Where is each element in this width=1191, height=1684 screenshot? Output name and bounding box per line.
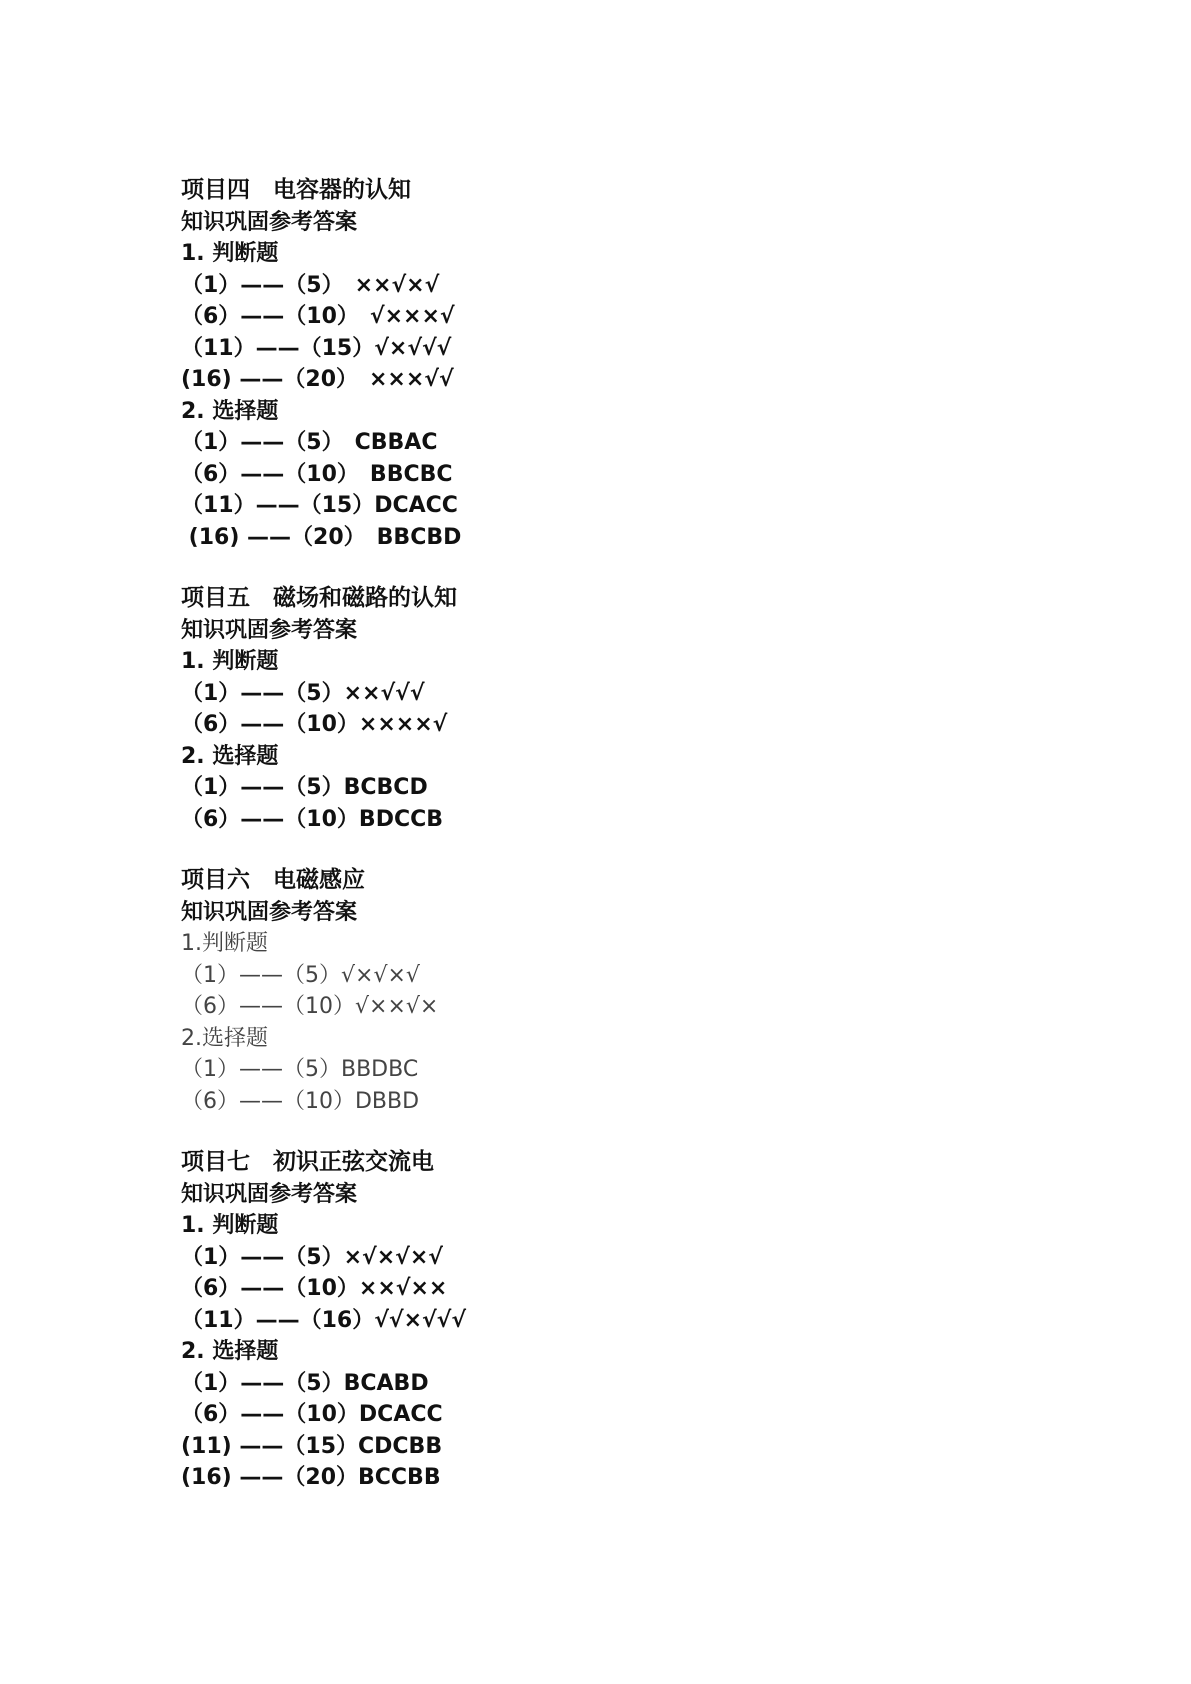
judge-heading: 1. 判断题 [181,1213,279,1238]
section-project-6 [181,865,881,1117]
choice-answer-line: （11）——（15）DCACC [181,493,458,518]
section-project-5 [181,583,881,835]
choice-heading: 2. 选择题 [181,743,279,769]
choice-heading: 2.选择题 [181,1025,268,1051]
judge-answer-line: (16) ——（20） ×××√√ [181,367,454,392]
choice-answer-line: (16) ——（20） BBCBD [181,524,462,550]
choice-answer-line: （1）——（5）BCABD [181,1370,429,1396]
judge-answer-line: （11）——（15）√×√√√ [181,335,452,361]
judge-answer-line: （6）——（10） √×××√ [181,304,455,329]
choice-heading: 2. 选择题 [181,1339,279,1364]
choice-answer-line: （6）——（10） BBCBC [181,461,453,487]
judge-answer-line: （6）——（10）××√×× [181,1276,448,1301]
section-title: 项目六 电磁感应 [181,867,365,893]
choice-answer-line: (11) ——（15）CDCBB [181,1433,443,1459]
judge-heading: 1. 判断题 [181,649,279,674]
judge-answer-line: （11）——（16）√√×√√√ [181,1307,467,1333]
section-project-7 [181,1147,881,1494]
choice-answer-line: （1）——（5） CBBAC [181,430,438,455]
judge-answer-line: （6）——（10）××××√ [181,712,448,737]
judge-heading: 1.判断题 [181,931,268,956]
section-project-4 [181,175,881,553]
section-title: 项目四 电容器的认知 [181,177,411,203]
judge-answer-line: （1）——（5）××√√√ [181,680,425,706]
judge-answer-line: （1）——（5） ××√×√ [181,272,440,298]
section-subtitle: 知识巩固参考答案 [181,617,358,643]
choice-answer-line: （1）——（5）BCBCD [181,775,428,800]
choice-answer-line: （6）——（10）BDCCB [181,806,444,832]
choice-heading: 2. 选择题 [181,398,279,424]
judge-answer-line: （6）——（10）√××√× [181,994,439,1019]
choice-answer-line: （6）——（10）DBBD [181,1088,420,1114]
judge-answer-line: （1）——（5）√×√×√ [181,962,420,988]
section-subtitle: 知识巩固参考答案 [181,899,358,925]
section-title: 项目五 磁场和磁路的认知 [181,585,457,611]
choice-answer-line: (16) ——（20）BCCBB [181,1465,441,1490]
choice-answer-line: （1）——（5）BBDBC [181,1057,419,1082]
section-subtitle: 知识巩固参考答案 [181,1181,358,1207]
section-subtitle: 知识巩固参考答案 [181,209,358,235]
section-title: 项目七 初识正弦交流电 [181,1149,434,1175]
judge-heading: 1. 判断题 [181,241,279,266]
choice-answer-line: （6）——（10）DCACC [181,1402,443,1427]
judge-answer-line: （1）——（5）×√×√×√ [181,1244,443,1270]
